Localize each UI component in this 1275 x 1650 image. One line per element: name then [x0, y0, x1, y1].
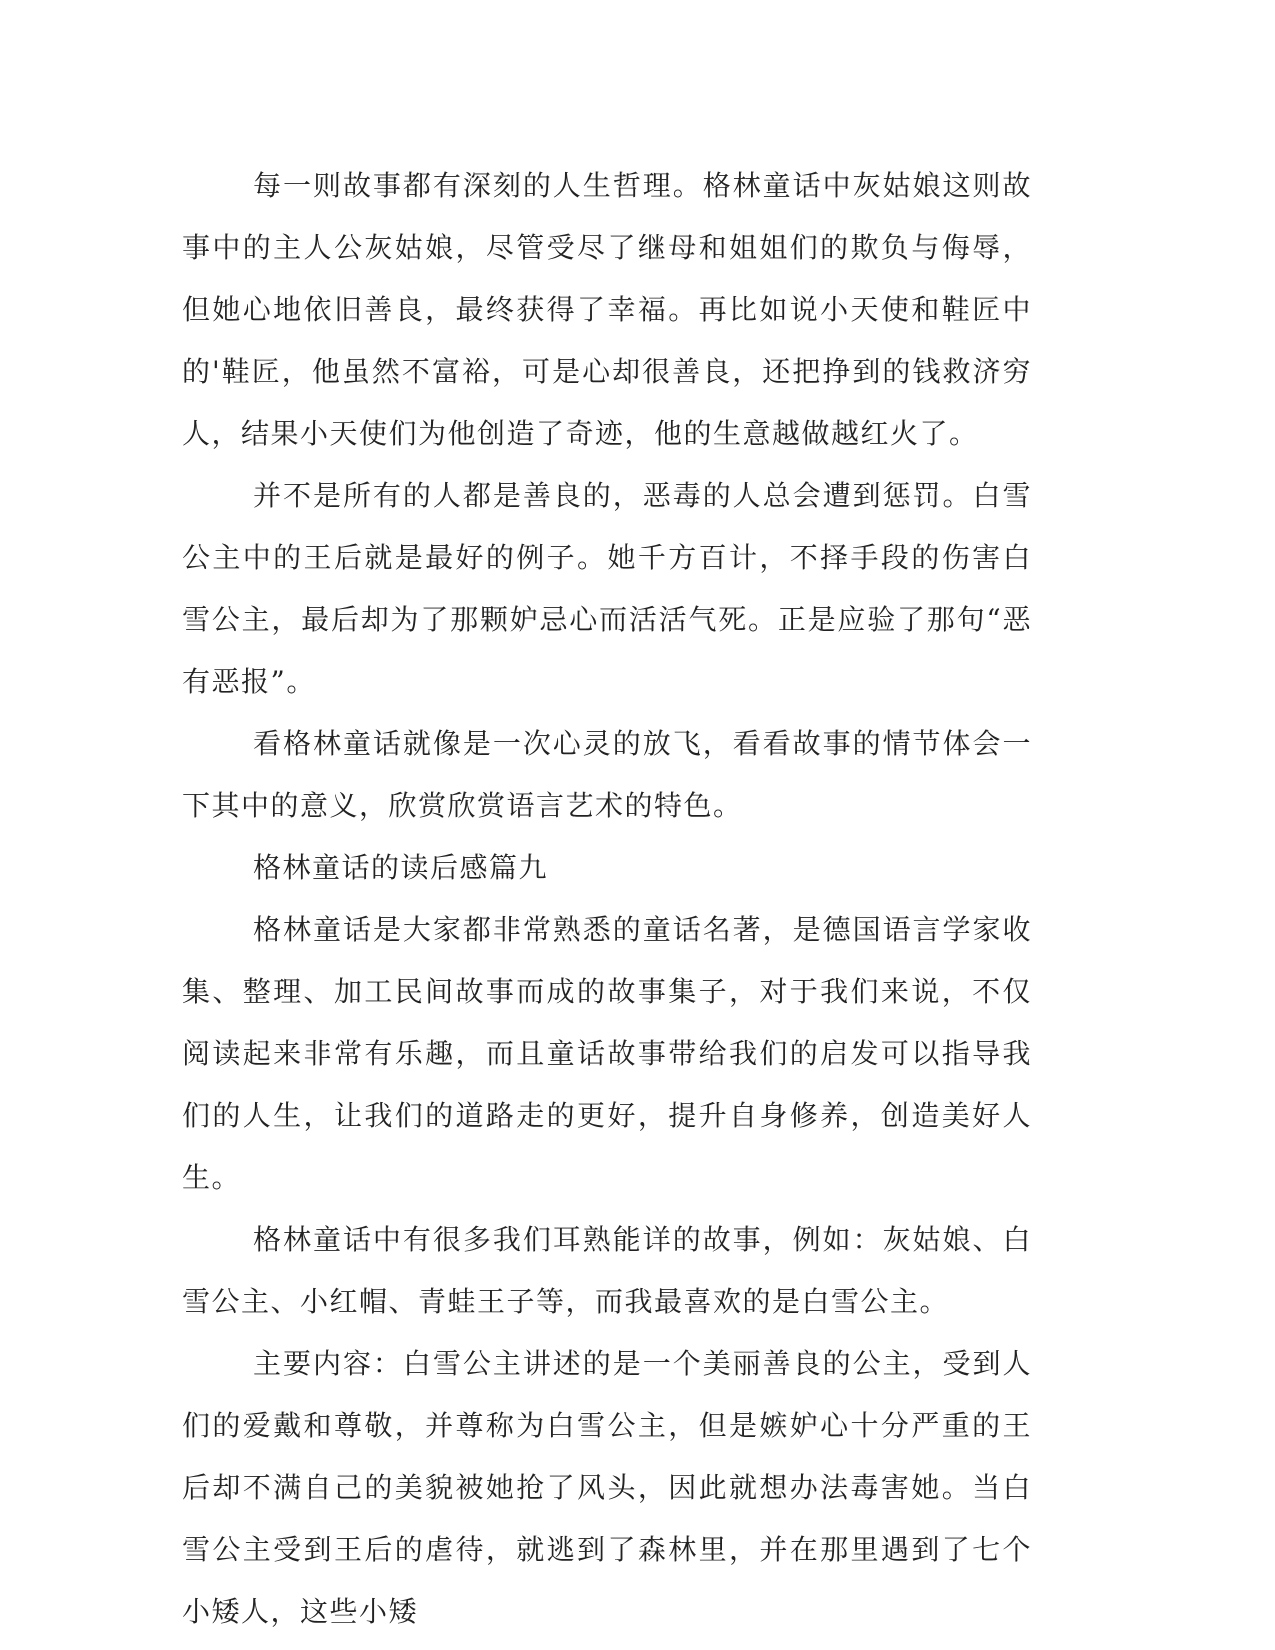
paragraph-snow-white-summary: 主要内容：白雪公主讲述的是一个美丽善良的公主，受到人们的爱戴和尊敬，并尊称为白雪公主，但是嫉妒心十分严重的王后却不满自己的美貌被她抢了风头，因此就想办法毒害她。当白雪公主受到王后的虐待，就逃到了森林里，并在那里遇到了七个小矮人，这些小矮: [182, 1347, 1032, 1628]
paragraph-famous-stories: 格林童话中有很多我们耳熟能详的故事，例如：灰姑娘、白雪公主、小红帽、青蛙王子等，而我最喜欢的是白雪公主。: [182, 1223, 1032, 1318]
section-heading: 格林童话的读后感篇九: [253, 851, 549, 884]
paragraph-cinderella-shoemaker: 每一则故事都有深刻的人生哲理。格林童话中灰姑娘这则故事中的主人公灰姑娘，尽管受尽了继母和姐姐们的欺负与侮辱，但她心地依旧善良，最终获得了幸福。再比如说小天使和鞋匠中的'鞋匠，他虽然不富裕，可是心却很善良，还把挣到的钱救济穷人，结果小天使们为他创造了奇迹，他的生意越做越红火了。: [182, 169, 1032, 450]
paragraph-grimm-intro: 格林童话是大家都非常熟悉的童话名著，是德国语言学家收集、整理、加工民间故事而成的故事集子，对于我们来说，不仅阅读起来非常有乐趣，而且童话故事带给我们的启发可以指导我们的人生，让我们的道路走的更好，提升自身修养，创造美好人生。: [182, 913, 1032, 1194]
document-body: [182, 155, 1032, 1643]
paragraph-evil-queen: 并不是所有的人都是善良的，恶毒的人总会遭到惩罚。白雪公主中的王后就是最好的例子。她千方百计，不择手段的伤害白雪公主，最后却为了那颗妒忌心而活活气死。正是应验了那句“恶有恶报”。: [182, 479, 1032, 698]
paragraph-reading-grimm: 看格林童话就像是一次心灵的放飞，看看故事的情节体会一下其中的意义，欣赏欣赏语言艺术的特色。: [182, 727, 1032, 822]
